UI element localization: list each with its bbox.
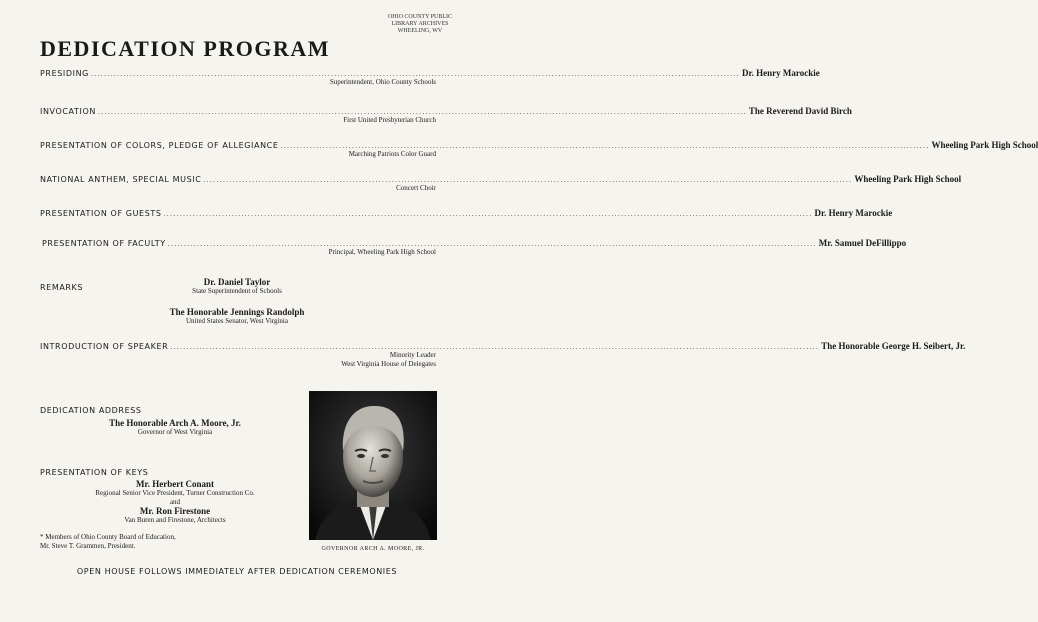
dot-leader: ........................................................................................................................................................................................................ xyxy=(167,241,817,248)
item-name: Dr. Henry Marockie xyxy=(814,208,893,218)
archive-stamp-line: LIBRARY ARCHIVES xyxy=(391,21,449,27)
governor-portrait xyxy=(309,391,437,540)
footnote-line: Mr. Steve T. Grammen, President. xyxy=(40,542,136,550)
presenter-name: Mr. Ron Firestone xyxy=(139,506,211,516)
dot-leader: ........................................................................................................................................................................................................ xyxy=(97,109,747,116)
item-label: NATIONAL ANTHEM, SPECIAL MUSIC xyxy=(40,175,202,184)
dedication-address-speaker xyxy=(75,418,275,437)
archive-stamp xyxy=(380,14,460,35)
keys-heading xyxy=(40,462,290,480)
item-subtitle: Superintendent, Ohio County Schools xyxy=(329,78,436,86)
presenter-name: Mr. Herbert Conant xyxy=(136,479,214,489)
footnote-line: * Members of Ohio County Board of Education, xyxy=(40,533,176,541)
dot-leader: ........................................................................................................................................................................................................ xyxy=(170,344,820,351)
speaker-name: Dr. Daniel Taylor xyxy=(203,277,271,287)
photo-caption: GOVERNOR ARCH A. MOORE, JR. xyxy=(321,546,425,552)
item-label: PRESIDING xyxy=(40,69,89,78)
item-label: DEDICATION ADDRESS xyxy=(40,406,142,415)
program-item-invocation xyxy=(40,106,852,125)
program-item-guests xyxy=(40,208,893,218)
conjunction: and xyxy=(169,497,181,506)
footnote xyxy=(40,533,176,551)
presenter-title: Van Buren and Firestone, Architects xyxy=(124,516,226,524)
item-subtitle: Minority Leader xyxy=(389,351,436,359)
item-label: PRESENTATION OF GUESTS xyxy=(40,209,162,218)
dot-leader: ........................................................................................................................................................................................................ xyxy=(90,71,740,78)
item-label: INVOCATION xyxy=(40,107,96,116)
page-title: DEDICATION PROGRAM xyxy=(40,36,330,61)
item-subtitle: First United Presbyterian Church xyxy=(343,116,436,124)
item-name: Wheeling Park High School xyxy=(854,174,962,184)
archive-stamp-line: OHIO COUNTY PUBLIC xyxy=(387,14,453,20)
keys-presenters xyxy=(60,479,290,525)
item-name: The Reverend David Birch xyxy=(748,106,852,116)
item-name: Mr. Samuel DeFillippo xyxy=(818,238,907,248)
dot-leader: ........................................................................................................................................................................................................ xyxy=(280,143,930,150)
item-name: Wheeling Park High School xyxy=(931,140,1038,150)
speaker-name: The Honorable Jennings Randolph xyxy=(169,307,305,317)
item-label: REMARKS xyxy=(40,283,84,292)
item-label: PRESENTATION OF KEYS xyxy=(40,468,149,477)
remarks-speaker xyxy=(137,277,337,296)
item-subtitle: Concert Choir xyxy=(396,184,436,192)
dedication-address-heading xyxy=(40,400,290,418)
program-item-presiding xyxy=(40,68,820,87)
item-name: The Honorable George H. Seibert, Jr. xyxy=(821,341,966,351)
program-item-intro-speaker xyxy=(40,341,966,368)
program-item-anthem xyxy=(40,174,962,193)
remarks-speaker xyxy=(137,307,337,326)
item-label: PRESENTATION OF COLORS, PLEDGE OF ALLEGIANCE xyxy=(40,141,279,150)
presenter-title: Regional Senior Vice President, Turner Construction Co. xyxy=(95,489,255,497)
archive-stamp-line: WHEELING, WV xyxy=(397,28,443,34)
speaker-title: United States Senator, West Virginia xyxy=(186,317,288,325)
footer-note: OPEN HOUSE FOLLOWS IMMEDIATELY AFTER DEDICATION CEREMONIES xyxy=(76,567,398,576)
item-name: Dr. Henry Marockie xyxy=(741,68,820,78)
speaker-title: State Superintendent of Schools xyxy=(192,287,282,295)
item-label: PRESENTATION OF FACULTY xyxy=(42,239,166,248)
item-label: INTRODUCTION OF SPEAKER xyxy=(40,342,169,351)
speaker-title: Governor of West Virginia xyxy=(137,428,213,436)
item-subtitle: Principal, Wheeling Park High School xyxy=(328,248,436,256)
program-item-colors xyxy=(40,140,1038,159)
portrait-image xyxy=(309,391,437,540)
item-subtitle: Marching Patriots Color Guard xyxy=(348,150,436,158)
program-item-faculty xyxy=(42,238,907,257)
dot-leader: ........................................................................................................................................................................................................ xyxy=(203,177,853,184)
dot-leader: ........................................................................................................................................................................................................ xyxy=(163,211,813,218)
item-subtitle: West Virginia House of Delegates xyxy=(341,359,436,368)
speaker-name: The Honorable Arch A. Moore, Jr. xyxy=(109,418,241,428)
